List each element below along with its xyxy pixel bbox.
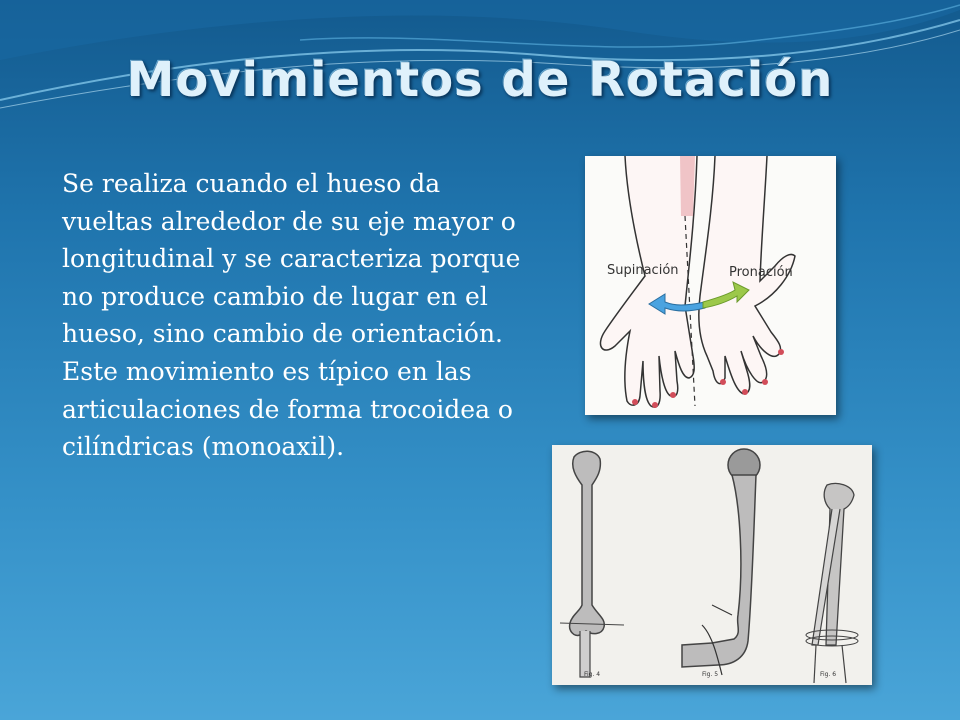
hand-rotation-figure	[585, 156, 836, 415]
supination-label: Supinación	[607, 263, 679, 278]
fig-caption: Fig. 4	[584, 671, 601, 678]
slide-title: Movimientos de Rotación	[126, 52, 834, 108]
bone-rotation-figure	[552, 445, 872, 685]
fig-caption: Fig. 6	[820, 671, 837, 678]
pronation-label: Pronación	[729, 265, 793, 280]
hand-illustration	[585, 156, 836, 415]
slide-body-text: Se realiza cuando el hueso da vueltas alrededor de su eje mayor o longitudinal y se caracteriza porque no produce cambio de lugar en el hueso, sino cambio de orientación. Este movimiento es típico en las articulaciones de forma trocoidea o cilíndricas (monoaxil).	[62, 169, 521, 462]
bone-illustration	[552, 445, 872, 685]
fig-caption: Fig. 5	[702, 671, 719, 678]
